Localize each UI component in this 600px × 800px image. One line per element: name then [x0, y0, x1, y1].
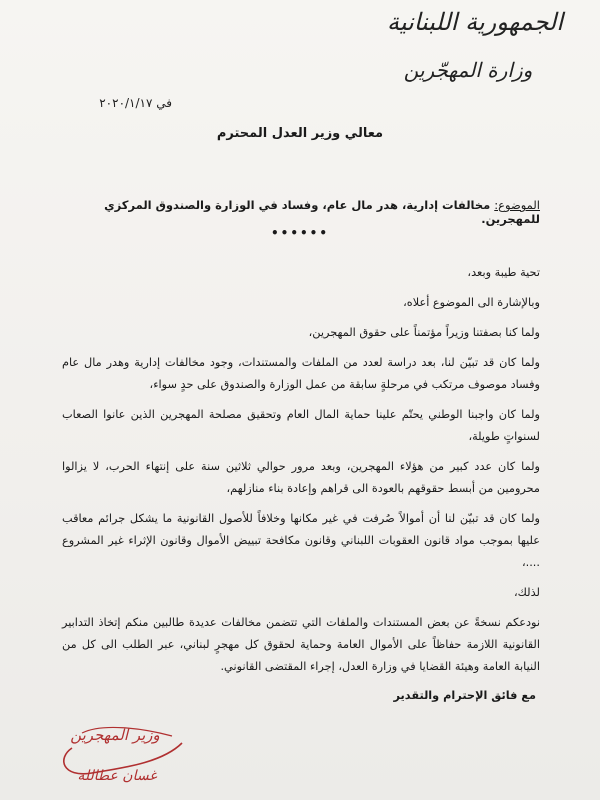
- body-paragraph: ولما كنا بصفتنا وزيراً مؤتمناً على حقوق المهجرين،: [308, 326, 540, 339]
- subject-label: الموضوع:: [494, 198, 540, 212]
- letter-body: [62, 262, 540, 686]
- body-paragraph: لذلك،: [514, 586, 540, 599]
- signature-title: وزير المهجرين: [70, 726, 160, 744]
- body-paragraph: نودعكم نسخةً عن بعض المستندات والملفات التي تتضمن مخالفات عديدة طالبين منكم إتخاذ التدابير القانونية اللازمة حفاظاً على الأموال العامة وحماية لحقوق كل مهجرٍ لبناني، عبر الطلب الى كل من النيابة العامة وهيئة القضايا في وزارة العدل، إجراء المقتضى القانوني.: [62, 616, 540, 673]
- separator: ••••••: [270, 226, 330, 240]
- body-paragraph: ولما كان قد تبيّن لنا، بعد دراسة لعدد من الملفات والمستندات، وجود مخالفات إدارية وهدر مال عام وفساد موصوف مرتكب في مرحلةٍ سابقة من عمل الوزارة والصندوق على حدٍ سواء،: [62, 356, 540, 391]
- letter-date: في ٢٠٢٠/١/١٧: [99, 96, 172, 110]
- letterhead-ministry: وزارة المهجّرين: [403, 58, 533, 82]
- body-paragraph: ولما كان عدد كبير من هؤلاء المهجرين، وبعد مرور حوالي ثلاثين سنة على إنتهاء الحرب، لا يزالوا محرومين من أبسط حقوقهم بالعودة الى قراهم وإعادة بناء منازلهم،: [62, 460, 540, 495]
- body-paragraph: ولما كان قد تبيّن لنا أن أموالاً صُرفت في غير مكانها وخلافاً للأصول القانونية ما يشكل جرائم معاقب عليها بموجب مواد قانون العقوبات اللبناني وقانون مكافحة تبييض الأموال وقانون الإثراء غير المشروع ....،: [62, 512, 540, 569]
- body-paragraph: تحية طيبة وبعد،: [467, 266, 540, 279]
- addressee: معالي وزير العدل المحترم: [216, 126, 384, 141]
- body-paragraph: ولما كان واجبنا الوطني يحتّم علينا حماية المال العام وتحقيق مصلحة المهجرين الذين عانوا الصعاب لسنواتٍ طويلة،: [62, 408, 540, 443]
- body-paragraph: وبالإشارة الى الموضوع أعلاه،: [403, 296, 540, 309]
- letterhead-republic: الجمهورية اللبنانية: [386, 8, 564, 36]
- signature-name: غسان عطالله: [77, 768, 157, 784]
- closing-line: مع فائق الإحترام والتقدير: [393, 689, 536, 702]
- subject-text: مخالفات إدارية، هدر مال عام، وفساد في الوزارة والصندوق المركزي للمهجرين.: [104, 198, 540, 226]
- subject-line: [60, 198, 540, 226]
